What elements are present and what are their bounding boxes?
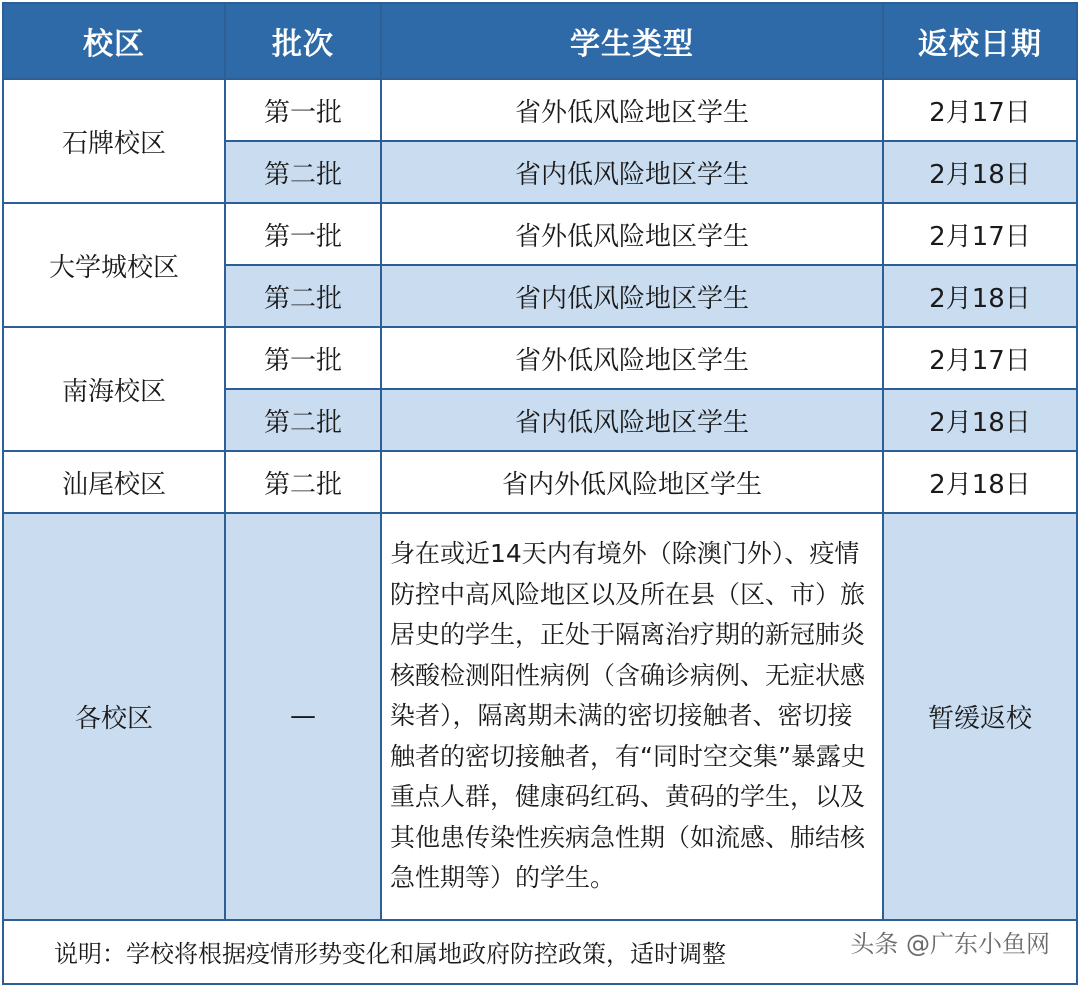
- student-type-cell: 省外低风险地区学生: [381, 327, 883, 389]
- header-batch: 批次: [225, 3, 381, 79]
- student-type-cell: 省外低风险地区学生: [381, 79, 883, 141]
- batch-cell: 第二批: [225, 265, 381, 327]
- campus-cell: 南海校区: [3, 327, 225, 451]
- student-type-cell: 省内低风险地区学生: [381, 265, 883, 327]
- return-date-cell: 2月18日: [883, 451, 1077, 513]
- header-row: [3, 3, 1077, 79]
- header-student-type: 学生类型: [381, 3, 883, 79]
- return-schedule-table: [2, 2, 1078, 985]
- return-date-cell: 2月18日: [883, 389, 1077, 451]
- note-text: 说明：学校将根据疫情形势变化和属地政府防控政策，适时调整: [3, 920, 1077, 984]
- return-date-cell: 2月18日: [883, 141, 1077, 203]
- campus-cell: 大学城校区: [3, 203, 225, 327]
- campus-cell: 汕尾校区: [3, 451, 225, 513]
- return-date-cell: 2月17日: [883, 203, 1077, 265]
- batch-cell: 第一批: [225, 327, 381, 389]
- batch-cell: 第二批: [225, 451, 381, 513]
- batch-cell: —: [225, 513, 381, 920]
- batch-cell: 第二批: [225, 141, 381, 203]
- header-return-date: 返校日期: [883, 3, 1077, 79]
- batch-cell: 第二批: [225, 389, 381, 451]
- student-type-cell: 省内外低风险地区学生: [381, 451, 883, 513]
- campus-cell: 各校区: [3, 513, 225, 920]
- table-row-all-campus: [3, 513, 1077, 920]
- campus-cell: 石牌校区: [3, 79, 225, 203]
- header-campus: 校区: [3, 3, 225, 79]
- table-row: [3, 203, 1077, 265]
- return-date-cell: 2月17日: [883, 327, 1077, 389]
- batch-cell: 第一批: [225, 203, 381, 265]
- return-date-cell: 2月17日: [883, 79, 1077, 141]
- student-type-cell: 省外低风险地区学生: [381, 203, 883, 265]
- watermark: 头条 @广东小鱼网: [846, 924, 1054, 959]
- table-row: [3, 451, 1077, 513]
- student-type-cell: 省内低风险地区学生: [381, 141, 883, 203]
- batch-cell: 第一批: [225, 79, 381, 141]
- table-row: [3, 327, 1077, 389]
- return-date-cell: 暂缓返校: [883, 513, 1077, 920]
- student-type-cell: 省内低风险地区学生: [381, 389, 883, 451]
- deferral-criteria-cell: 身在或近14天内有境外（除澳门外）、疫情防控中高风险地区以及所在县（区、市）旅居史的学生，正处于隔离治疗期的新冠肺炎核酸检测阳性病例（含确诊病例、无症状感染者），隔离期未满的密切接触者、密切接触者的密切接触者，有“同时空交集”暴露史重点人群，健康码红码、黄码的学生，以及其他患传染性疾病急性期（如流感、肺结核急性期等）的学生。: [381, 513, 883, 920]
- return-date-cell: 2月18日: [883, 265, 1077, 327]
- table-row: [3, 79, 1077, 141]
